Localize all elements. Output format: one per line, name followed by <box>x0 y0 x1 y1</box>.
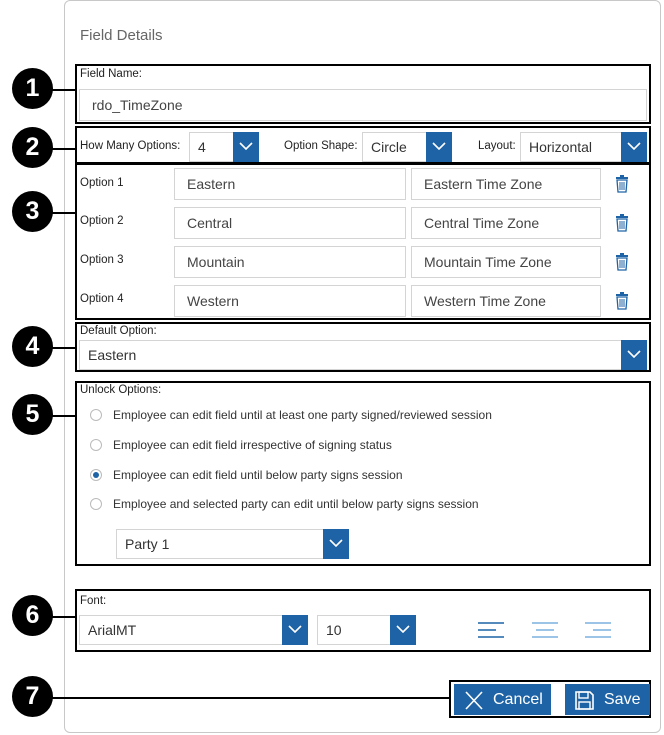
close-icon <box>464 691 484 710</box>
layout-value: Horizontal <box>529 139 593 155</box>
align-center-icon[interactable] <box>532 622 558 638</box>
option-description-input[interactable]: Western Time Zone <box>411 285 601 317</box>
floppy-disk-icon <box>574 690 595 711</box>
callout-marker: 2 <box>12 127 53 168</box>
callout-marker: 5 <box>12 394 53 435</box>
save-button[interactable] <box>565 684 650 715</box>
option-label: Option 2 <box>80 215 124 227</box>
align-left-icon[interactable] <box>478 622 504 638</box>
option-value-input[interactable]: Mountain <box>174 246 406 278</box>
party-select[interactable] <box>116 529 349 559</box>
callout-marker: 7 <box>12 676 53 717</box>
option-label: Option 1 <box>80 177 124 189</box>
field-name-label: Field Name: <box>80 68 142 80</box>
radio-label: Employee can edit field until below party signs session <box>113 468 403 482</box>
callout-marker: 4 <box>12 326 53 367</box>
chevron-down-icon[interactable] <box>390 615 416 645</box>
font-size-select[interactable] <box>317 615 416 645</box>
radio-label: Employee and selected party can edit until below party signs session <box>113 497 479 511</box>
font-family-select[interactable] <box>79 615 308 645</box>
default-option-select[interactable] <box>79 340 647 370</box>
option-shape-label: Option Shape: <box>284 140 358 152</box>
option-description-input[interactable]: Eastern Time Zone <box>411 168 601 200</box>
option-shape-select[interactable] <box>362 132 452 162</box>
trash-icon[interactable] <box>614 292 630 310</box>
dialog-title: Field Details <box>80 27 163 44</box>
option-label: Option 3 <box>80 254 124 266</box>
field-name-input[interactable]: rdo_TimeZone <box>79 89 647 121</box>
callout-marker: 6 <box>12 595 53 636</box>
radio-button[interactable] <box>90 409 102 421</box>
option-count-value: 4 <box>198 139 206 155</box>
radio-label: Employee can edit field until at least one party signed/reviewed session <box>113 408 492 422</box>
layout-select[interactable] <box>520 132 647 162</box>
callout-marker: 3 <box>12 191 53 232</box>
font-label: Font: <box>80 595 107 607</box>
chevron-down-icon[interactable] <box>233 132 259 162</box>
font-size-value: 10 <box>326 622 342 638</box>
default-option-value: Eastern <box>88 347 137 363</box>
align-right-icon[interactable] <box>585 622 611 638</box>
option-value-input[interactable]: Central <box>174 207 406 239</box>
chevron-down-icon[interactable] <box>621 132 647 162</box>
chevron-down-icon[interactable] <box>323 529 349 559</box>
option-value-input[interactable]: Western <box>174 285 406 317</box>
trash-icon[interactable] <box>614 175 630 193</box>
radio-button[interactable] <box>90 498 102 510</box>
cancel-label: Cancel <box>493 691 543 708</box>
callout-marker: 1 <box>12 68 53 109</box>
option-value-input[interactable]: Eastern <box>174 168 406 200</box>
chevron-down-icon[interactable] <box>621 340 647 370</box>
radio-label: Employee can edit field irrespective of signing status <box>113 438 392 452</box>
radio-button-selected[interactable] <box>90 469 102 481</box>
party-value: Party 1 <box>125 536 170 552</box>
chevron-down-icon[interactable] <box>426 132 452 162</box>
radio-button[interactable] <box>90 439 102 451</box>
default-option-label: Default Option: <box>80 325 157 337</box>
save-label: Save <box>604 691 641 708</box>
option-count-label: How Many Options: <box>80 140 181 152</box>
option-description-input[interactable]: Central Time Zone <box>411 207 601 239</box>
layout-label: Layout: <box>478 140 516 152</box>
cancel-button[interactable] <box>454 684 551 715</box>
font-family-value: ArialMT <box>88 622 137 638</box>
option-count-select[interactable] <box>189 132 259 162</box>
trash-icon[interactable] <box>614 214 630 232</box>
trash-icon[interactable] <box>614 253 630 271</box>
unlock-options-label: Unlock Options: <box>80 384 162 396</box>
option-label: Option 4 <box>80 293 124 305</box>
chevron-down-icon[interactable] <box>282 615 308 645</box>
option-description-input[interactable]: Mountain Time Zone <box>411 246 601 278</box>
option-shape-value: Circle <box>371 139 407 155</box>
callout-leader <box>40 697 451 699</box>
